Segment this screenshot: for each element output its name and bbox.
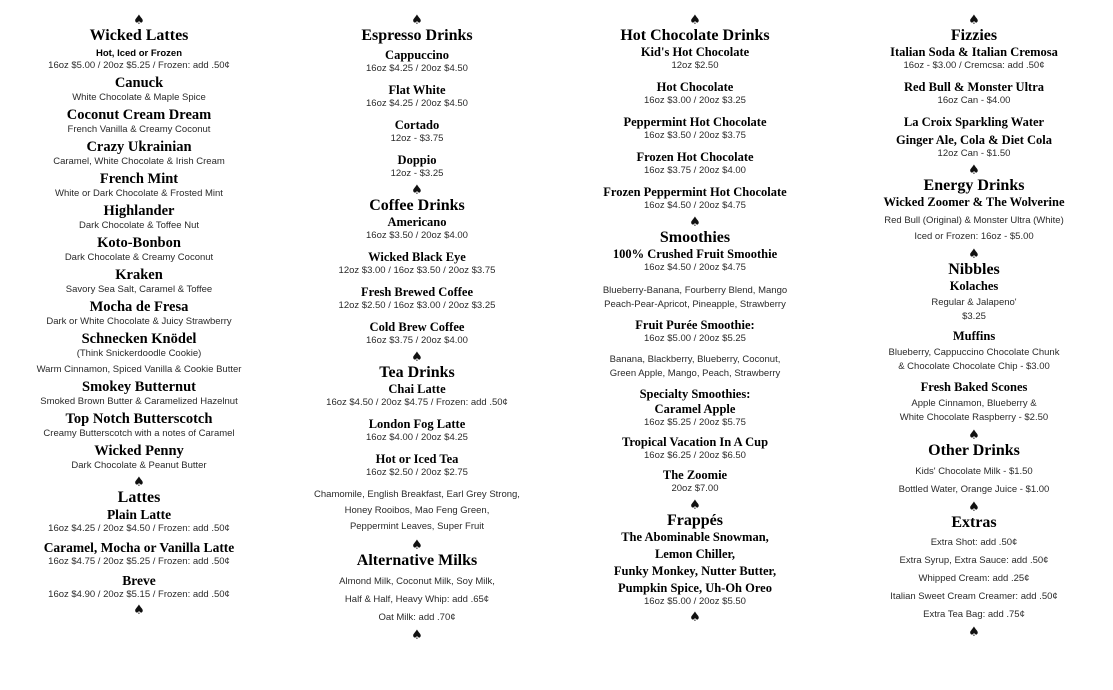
menu-item-desc: 16oz - $3.00 / Cremcsa: add .50¢ bbox=[903, 60, 1045, 71]
menu-item-name: Top Notch Butterscotch bbox=[65, 411, 213, 427]
section-title-coffee: Coffee Drinks bbox=[369, 197, 465, 214]
menu-item-desc: 12oz $3.00 / 16oz $3.50 / 20oz $3.75 bbox=[338, 265, 496, 276]
menu-item-desc: 16oz $3.50 / 20oz $4.00 bbox=[366, 230, 468, 241]
section-title-alt-milks: Alternative Milks bbox=[356, 552, 478, 569]
menu-item-name: Smokey Butternut bbox=[82, 379, 196, 395]
menu-item-desc: 16oz $4.75 / 20oz $5.25 / Frozen: add .50¢ bbox=[48, 556, 230, 567]
menu-item-desc: 16oz $2.50 / 20oz $2.75 bbox=[366, 467, 468, 478]
extras-line: Extra Tea Bag: add .75¢ bbox=[923, 609, 1025, 620]
spade-icon: ♠ bbox=[689, 610, 701, 625]
menu-item-name: Crazy Ukrainian bbox=[86, 139, 192, 155]
menu-item-name: La Croix Sparkling Water bbox=[903, 115, 1045, 129]
menu-item-name: Cortado bbox=[394, 118, 440, 132]
menu-item-name: Frozen Peppermint Hot Chocolate bbox=[603, 185, 787, 199]
menu-item-name: Ginger Ale, Cola & Diet Cola bbox=[896, 133, 1052, 147]
menu-item-name: Flat White bbox=[388, 83, 446, 97]
spade-icon: ♠ bbox=[133, 475, 145, 490]
section-title-fizzies: Fizzies bbox=[950, 27, 998, 44]
section-title-hot-chocolate: Hot Chocolate Drinks bbox=[620, 27, 770, 44]
section-title-espresso: Espresso Drinks bbox=[361, 27, 473, 44]
menu-item-desc: 16oz $3.75 / 20oz $4.00 bbox=[366, 335, 468, 346]
spade-icon: ♠ bbox=[133, 603, 145, 618]
spade-icon: ♠ bbox=[968, 163, 980, 178]
menu-item-name: Chai Latte bbox=[388, 382, 446, 396]
spade-icon: ♠ bbox=[968, 247, 980, 262]
frappe-price: 16oz $5.00 / 20oz $5.50 bbox=[644, 596, 746, 607]
frappe-line: Lemon Chiller, bbox=[654, 547, 736, 561]
menu-item-desc: 16oz $4.25 / 20oz $4.50 bbox=[366, 63, 468, 74]
menu-item-name: Tropical Vacation In A Cup bbox=[621, 435, 769, 449]
menu-item-name: Cappuccino bbox=[385, 48, 449, 62]
nibble-line: Blueberry, Cappuccino Chocolate Chunk bbox=[888, 347, 1060, 358]
menu-item-name: Koto-Bonbon bbox=[97, 235, 181, 251]
menu-item-desc: 16oz $4.50 / 20oz $4.75 / Frozen: add .50¢ bbox=[326, 397, 508, 408]
spade-icon: ♠ bbox=[411, 538, 423, 553]
frappe-line: Pumpkin Spice, Uh-Oh Oreo bbox=[618, 581, 772, 595]
menu-item-name: Caramel, Mocha or Vanilla Latte bbox=[43, 540, 235, 555]
menu-item-desc: 16oz $3.00 / 20oz $3.25 bbox=[644, 95, 746, 106]
spade-icon: ♠ bbox=[411, 183, 423, 198]
menu-item-desc: (Think Snickerdoodle Cookie) bbox=[76, 348, 202, 359]
menu-item-desc: 16oz $4.90 / 20oz $5.15 / Frozen: add .50¢ bbox=[48, 589, 230, 600]
menu-item-desc: Creamy Butterscotch with a notes of Caramel bbox=[43, 428, 235, 439]
wicked-lattes-prices: 16oz $5.00 / 20oz $5.25 / Frozen: add .50¢ bbox=[48, 60, 230, 71]
menu-item-name: Fresh Baked Scones bbox=[920, 380, 1028, 394]
spade-icon: ♠ bbox=[689, 215, 701, 230]
milk-line: Oat Milk: add .70¢ bbox=[378, 612, 456, 623]
spade-icon: ♠ bbox=[968, 625, 980, 640]
section-title-energy: Energy Drinks bbox=[923, 177, 1025, 194]
menu-item-name: Highlander bbox=[103, 203, 175, 219]
menu-item-desc: 12oz $2.50 / 16oz $3.00 / 20oz $3.25 bbox=[338, 300, 496, 311]
milk-line: Almond Milk, Coconut Milk, Soy Milk, bbox=[339, 576, 495, 587]
wicked-lattes-note: Hot, Iced or Frozen bbox=[95, 48, 183, 59]
extras-line: Italian Sweet Cream Creamer: add .50¢ bbox=[890, 591, 1058, 602]
menu-item-desc: 12oz Can - $1.50 bbox=[937, 148, 1011, 159]
nibble-line: Regular & Jalapeno' bbox=[931, 297, 1017, 308]
section-title-frappes: Frappés bbox=[667, 512, 723, 529]
menu-item-desc: White or Dark Chocolate & Frosted Mint bbox=[55, 188, 223, 199]
menu-item-desc: 16oz $4.50 / 20oz $4.75 bbox=[644, 262, 746, 273]
menu-column-2 bbox=[278, 14, 556, 642]
tea-flavors-line: Peppermint Leaves, Super Fruit bbox=[349, 521, 485, 532]
smoothie-flavors-line: Peach-Pear-Apricot, Pineapple, Strawberry bbox=[604, 299, 786, 310]
milk-line: Half & Half, Heavy Whip: add .65¢ bbox=[344, 594, 490, 605]
menu-item-desc: French Vanilla & Creamy Coconut bbox=[67, 124, 211, 135]
section-title-other-drinks: Other Drinks bbox=[928, 442, 1020, 459]
menu-item-desc: 12oz - $3.25 bbox=[390, 168, 444, 179]
menu-item-desc: Dark Chocolate & Peanut Butter bbox=[71, 460, 207, 471]
menu-item-name: Peppermint Hot Chocolate bbox=[623, 115, 767, 129]
menu-item-desc: 16oz $4.25 / 20oz $4.50 / Frozen: add .50¢ bbox=[48, 523, 230, 534]
menu-item-name: Italian Soda & Italian Cremosa bbox=[890, 45, 1058, 59]
spade-icon: ♠ bbox=[411, 350, 423, 365]
menu-item-desc: 16oz Can - $4.00 bbox=[937, 95, 1011, 106]
menu-item-desc: Dark Chocolate & Creamy Coconut bbox=[64, 252, 214, 263]
menu-item-name: French Mint bbox=[99, 171, 179, 187]
menu-item-desc: 20oz $7.00 bbox=[671, 483, 719, 494]
menu-item-desc: 16oz $4.00 / 20oz $4.25 bbox=[366, 432, 468, 443]
section-title-tea: Tea Drinks bbox=[379, 364, 455, 381]
spade-icon: ♠ bbox=[968, 13, 980, 28]
extras-line: Extra Shot: add .50¢ bbox=[930, 537, 1018, 548]
menu-item-desc: Warm Cinnamon, Spiced Vanilla & Cookie Butter bbox=[36, 364, 242, 375]
menu-item-desc: 16oz $6.25 / 20oz $6.50 bbox=[644, 450, 746, 461]
menu-item-name: London Fog Latte bbox=[368, 417, 466, 431]
menu-column-4 bbox=[835, 14, 1113, 639]
menu-item-name: Frozen Hot Chocolate bbox=[636, 150, 754, 164]
other-drinks-line: Bottled Water, Orange Juice - $1.00 bbox=[898, 484, 1050, 495]
menu-item-name: Cold Brew Coffee bbox=[369, 320, 465, 334]
menu-item-name: Kraken bbox=[115, 267, 163, 283]
section-title-wicked-lattes: Wicked Lattes bbox=[89, 27, 189, 44]
menu-item-name: Mocha de Fresa bbox=[89, 299, 189, 315]
smoothie-flavors-line: Green Apple, Mango, Peach, Strawberry bbox=[609, 368, 781, 379]
frappe-line: Funky Monkey, Nutter Butter, bbox=[613, 564, 777, 578]
menu-item-name: Americano bbox=[387, 215, 447, 229]
menu-item-desc: 16oz $5.00 / 20oz $5.25 bbox=[644, 333, 746, 344]
spade-icon: ♠ bbox=[411, 13, 423, 28]
section-title-extras: Extras bbox=[951, 514, 997, 531]
menu-item-desc: 16oz $3.75 / 20oz $4.00 bbox=[644, 165, 746, 176]
menu-item-desc: 12oz $2.50 bbox=[671, 60, 719, 71]
menu-item-name: Caramel Apple bbox=[654, 402, 736, 416]
section-title-lattes: Lattes bbox=[117, 489, 161, 506]
menu-item-name: Kolaches bbox=[949, 279, 999, 293]
menu-item-name: Wicked Black Eye bbox=[368, 250, 466, 264]
nibble-line: & Chocolate Chocolate Chip - $3.00 bbox=[898, 361, 1050, 372]
menu-item-desc: Dark or White Chocolate & Juicy Strawberry bbox=[46, 316, 232, 327]
menu-item-name: 100% Crushed Fruit Smoothie bbox=[612, 247, 778, 261]
menu-item-name: Canuck bbox=[114, 75, 164, 91]
other-drinks-line: Kids' Chocolate Milk - $1.50 bbox=[915, 466, 1033, 477]
menu-item-desc: 16oz $5.25 / 20oz $5.75 bbox=[644, 417, 746, 428]
spade-icon: ♠ bbox=[133, 13, 145, 28]
menu-item-name: Muffins bbox=[952, 329, 996, 343]
menu-item-desc: White Chocolate & Maple Spice bbox=[72, 92, 206, 103]
menu-item-name: Plain Latte bbox=[106, 507, 172, 522]
extras-line: Extra Syrup, Extra Sauce: add .50¢ bbox=[899, 555, 1049, 566]
menu-item-name: Breve bbox=[122, 573, 156, 588]
spade-icon: ♠ bbox=[689, 498, 701, 513]
nibble-line: White Chocolate Raspberry - $2.50 bbox=[899, 412, 1049, 423]
menu-item-desc: Caramel, White Chocolate & Irish Cream bbox=[53, 156, 225, 167]
specialty-smoothies-title: Specialty Smoothies: bbox=[639, 387, 751, 401]
menu-item-desc: Savory Sea Salt, Caramel & Toffee bbox=[65, 284, 213, 295]
menu-column-3 bbox=[556, 14, 834, 624]
tea-flavors-line: Chamomile, English Breakfast, Earl Grey Strong, bbox=[314, 489, 520, 500]
energy-line: Red Bull (Original) & Monster Ultra (White) bbox=[884, 215, 1064, 226]
nibble-line: $3.25 bbox=[962, 311, 986, 322]
menu-item-name: Coconut Cream Dream bbox=[66, 107, 212, 123]
energy-line: Iced or Frozen: 16oz - $5.00 bbox=[914, 231, 1034, 242]
smoothie-flavors-line: Blueberry-Banana, Fourberry Blend, Mango bbox=[602, 285, 788, 296]
menu-item-name: Doppio bbox=[397, 153, 437, 167]
menu-item-desc: Smoked Brown Butter & Caramelized Hazelnut bbox=[40, 396, 238, 407]
menu-item-name: Schnecken Knödel bbox=[81, 331, 197, 347]
menu-item-name: Fresh Brewed Coffee bbox=[360, 285, 473, 299]
menu-item-desc: 12oz - $3.75 bbox=[390, 133, 444, 144]
menu-item-name: Wicked Penny bbox=[94, 443, 184, 459]
menu-item-name: Hot or Iced Tea bbox=[375, 452, 459, 466]
section-title-nibbles: Nibbles bbox=[948, 261, 1000, 278]
spade-icon: ♠ bbox=[968, 428, 980, 443]
menu-column-1 bbox=[0, 14, 278, 617]
frappe-line: The Abominable Snowman, bbox=[621, 530, 769, 544]
spade-icon: ♠ bbox=[689, 13, 701, 28]
menu-item-name: Fruit Purée Smoothie: bbox=[635, 318, 755, 332]
menu-item-name: The Zoomie bbox=[662, 468, 728, 482]
menu-item-name: Kid's Hot Chocolate bbox=[640, 45, 750, 59]
extras-line: Whipped Cream: add .25¢ bbox=[918, 573, 1030, 584]
menu-item-desc: 16oz $4.50 / 20oz $4.75 bbox=[644, 200, 746, 211]
tea-flavors-line: Honey Rooibos, Mao Feng Green, bbox=[344, 505, 490, 516]
spade-icon: ♠ bbox=[968, 500, 980, 515]
section-title-smoothies: Smoothies bbox=[659, 229, 731, 246]
menu-item-name: Hot Chocolate bbox=[656, 80, 734, 94]
menu-item-name: Red Bull & Monster Ultra bbox=[903, 80, 1045, 94]
nibble-line: Apple Cinnamon, Blueberry & bbox=[911, 398, 1037, 409]
menu-item-name: Wicked Zoomer & The Wolverine bbox=[883, 195, 1065, 209]
smoothie-flavors-line: Banana, Blackberry, Blueberry, Coconut, bbox=[609, 354, 781, 365]
menu-item-desc: 16oz $4.25 / 20oz $4.50 bbox=[366, 98, 468, 109]
spade-icon: ♠ bbox=[411, 628, 423, 643]
menu-item-desc: 16oz $3.50 / 20oz $3.75 bbox=[644, 130, 746, 141]
menu-item-desc: Dark Chocolate & Toffee Nut bbox=[78, 220, 200, 231]
